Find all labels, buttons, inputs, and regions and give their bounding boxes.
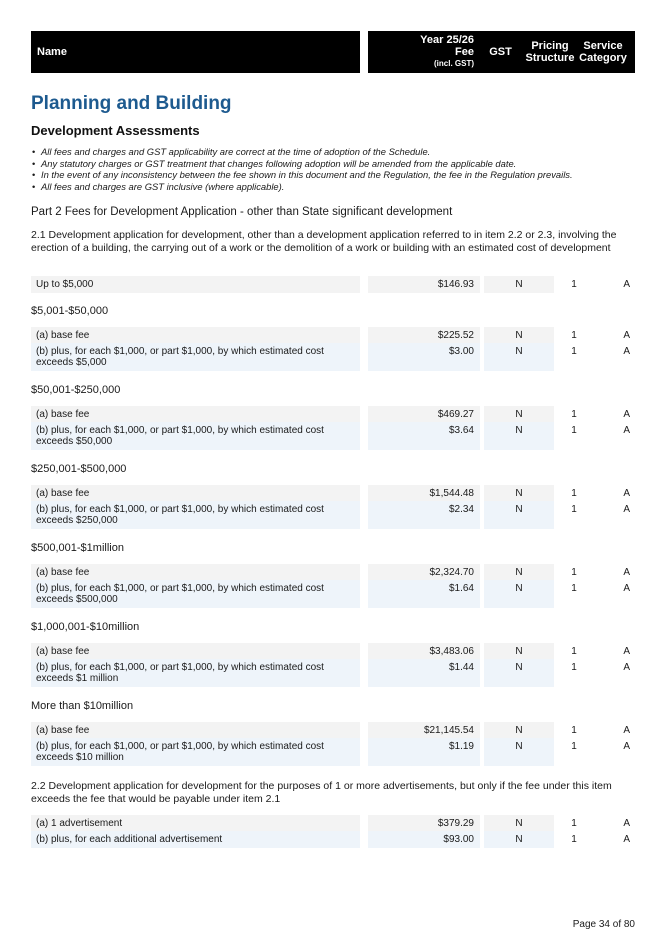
- row-fee: $3.64: [368, 422, 480, 450]
- range-heading: $50,001-$250,000: [31, 384, 121, 396]
- header-service: [579, 31, 627, 73]
- row-gst: N: [484, 276, 554, 293]
- row-category: A: [623, 741, 630, 752]
- row-category: A: [623, 425, 630, 436]
- row-fee: $1.44: [368, 659, 480, 687]
- row-fee: $225.52: [368, 327, 480, 344]
- header-fee-line2: Fee: [455, 46, 474, 58]
- row-gst: N: [484, 659, 554, 687]
- table-row: [31, 406, 635, 423]
- header-gap: [360, 31, 368, 73]
- row-pricing: 1: [571, 330, 577, 341]
- row-name: (b) plus, for each $1,000, or part $1,000, by which estimated cost exceeds $10 million: [31, 738, 360, 766]
- page-title: Planning and Building: [31, 93, 232, 114]
- range-heading: $500,001-$1million: [31, 542, 124, 554]
- table-row: [31, 327, 635, 344]
- row-fee: $1.19: [368, 738, 480, 766]
- part-heading: Part 2 Fees for Development Application - other than State significant development: [31, 206, 453, 218]
- row-name: (b) plus, for each $1,000, or part $1,000, by which estimated cost exceeds $250,000: [31, 501, 360, 529]
- row-fee: $469.27: [368, 406, 480, 423]
- row-fee: $146.93: [368, 276, 480, 293]
- table-row: [31, 343, 635, 371]
- header-fee: [368, 31, 480, 73]
- row-pricing: 1: [571, 818, 577, 829]
- row-pricing: 1: [571, 488, 577, 499]
- table-row: [31, 659, 635, 687]
- table-header: [31, 31, 635, 73]
- row-pricing: 1: [571, 567, 577, 578]
- row-fee: $3.00: [368, 343, 480, 371]
- row-category: A: [623, 330, 630, 341]
- item-2-2-description: 2.2 Development application for development for the purposes of 1 or more advertisements, but only if the fee under this item exceeds the fee that would be payable under item 2.1: [31, 780, 612, 805]
- row-gst: N: [484, 815, 554, 832]
- note-item: • In the event of any inconsistency between the fee shown in this document and the Regulation, the fee in the Regulation prevails.: [31, 169, 641, 181]
- header-pricing-line2: Structure: [525, 52, 575, 64]
- row-fee: $379.29: [368, 815, 480, 832]
- row-gst: N: [484, 738, 554, 766]
- table-row: [31, 643, 635, 660]
- range-heading: More than $10million: [31, 700, 134, 712]
- row-category: A: [623, 583, 630, 594]
- row-pricing: 1: [571, 409, 577, 420]
- range-heading: $250,001-$500,000: [31, 463, 127, 475]
- row-gst: N: [484, 643, 554, 660]
- row-name: (a) base fee: [31, 406, 360, 423]
- row-gst: N: [484, 327, 554, 344]
- row-gst: N: [484, 831, 554, 848]
- table-row: [31, 722, 635, 739]
- item-2-1-description: 2.1 Development application for development, other than a development application referred to in item 2.2 or 2.3, involving the erection of a building, the carrying out of a work or the demolition of a work or building with an estimated cost of development: [31, 229, 617, 254]
- row-pricing: 1: [571, 279, 577, 290]
- header-pricing: [521, 31, 579, 73]
- section-subtitle: Development Assessments: [31, 123, 200, 138]
- note-item: • All fees and charges are GST inclusive (where applicable).: [31, 181, 641, 193]
- header-gst: GST: [480, 31, 521, 73]
- row-name: (b) plus, for each $1,000, or part $1,000, by which estimated cost exceeds $5,000: [31, 343, 360, 371]
- row-category: A: [623, 488, 630, 499]
- table-row: [31, 501, 635, 529]
- row-name: (a) base fee: [31, 327, 360, 344]
- row-pricing: 1: [571, 834, 577, 845]
- table-row: [31, 276, 635, 293]
- table-row: [31, 422, 635, 450]
- row-pricing: 1: [571, 504, 577, 515]
- row-fee: $21,145.54: [368, 722, 480, 739]
- row-name: (a) base fee: [31, 722, 360, 739]
- row-gst: N: [484, 485, 554, 502]
- table-row: [31, 815, 635, 832]
- row-gst: N: [484, 722, 554, 739]
- row-pricing: 1: [571, 583, 577, 594]
- row-category: A: [623, 646, 630, 657]
- row-category: A: [623, 725, 630, 736]
- note-item: • All fees and charges and GST applicability are correct at the time of adoption of the Schedule.: [31, 146, 641, 158]
- header-service-line1: Service: [583, 40, 623, 52]
- range-heading: $5,001-$50,000: [31, 305, 109, 317]
- row-pricing: 1: [571, 346, 577, 357]
- row-pricing: 1: [571, 662, 577, 673]
- row-gst: N: [484, 406, 554, 423]
- row-gst: N: [484, 343, 554, 371]
- row-name: (a) base fee: [31, 485, 360, 502]
- page-number: Page 34 of 80: [572, 919, 635, 930]
- row-category: A: [623, 662, 630, 673]
- row-pricing: 1: [571, 725, 577, 736]
- row-category: A: [623, 834, 630, 845]
- header-pricing-line1: Pricing: [531, 40, 569, 52]
- notes-list: [31, 146, 641, 192]
- row-name: (b) plus, for each $1,000, or part $1,000, by which estimated cost exceeds $1 million: [31, 659, 360, 687]
- table-row: [31, 580, 635, 608]
- row-pricing: 1: [571, 425, 577, 436]
- row-name: (a) base fee: [31, 564, 360, 581]
- row-pricing: 1: [571, 741, 577, 752]
- row-name: (b) plus, for each additional advertisement: [31, 831, 360, 848]
- row-fee: $2,324.70: [368, 564, 480, 581]
- table-row: [31, 831, 635, 848]
- row-name: (a) 1 advertisement: [31, 815, 360, 832]
- table-row: [31, 738, 635, 766]
- row-pricing: 1: [571, 646, 577, 657]
- row-fee: $1,544.48: [368, 485, 480, 502]
- row-gst: N: [484, 501, 554, 529]
- header-fee-line3: (incl. GST): [434, 59, 474, 68]
- row-gst: N: [484, 564, 554, 581]
- row-category: A: [623, 346, 630, 357]
- row-name: (a) base fee: [31, 643, 360, 660]
- table-row: [31, 485, 635, 502]
- row-category: A: [623, 818, 630, 829]
- row-category: A: [623, 567, 630, 578]
- row-name: (b) plus, for each $1,000, or part $1,000, by which estimated cost exceeds $50,000: [31, 422, 360, 450]
- row-fee: $3,483.06: [368, 643, 480, 660]
- header-service-line2: Category: [579, 52, 627, 64]
- row-name: (b) plus, for each $1,000, or part $1,000, by which estimated cost exceeds $500,000: [31, 580, 360, 608]
- row-fee: $1.64: [368, 580, 480, 608]
- row-name: Up to $5,000: [31, 276, 360, 293]
- row-gst: N: [484, 580, 554, 608]
- row-gst: N: [484, 422, 554, 450]
- note-item: • Any statutory charges or GST treatment that changes following adoption will be amended from the applicable date.: [31, 158, 641, 170]
- header-fee-line1: Year 25/26: [420, 34, 474, 46]
- row-fee: $2.34: [368, 501, 480, 529]
- row-category: A: [623, 279, 630, 290]
- row-fee: $93.00: [368, 831, 480, 848]
- row-category: A: [623, 504, 630, 515]
- row-category: A: [623, 409, 630, 420]
- range-heading: $1,000,001-$10million: [31, 621, 140, 633]
- table-row: [31, 564, 635, 581]
- header-name: Name: [31, 31, 360, 73]
